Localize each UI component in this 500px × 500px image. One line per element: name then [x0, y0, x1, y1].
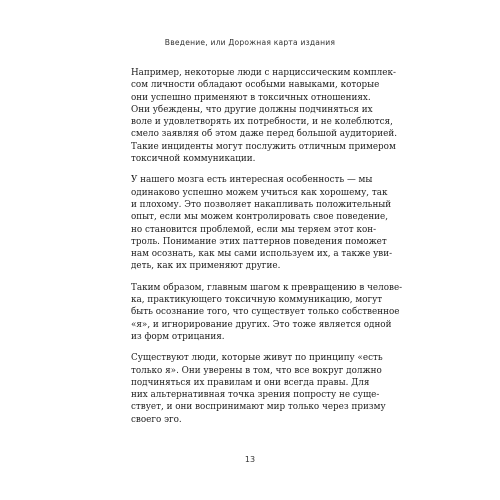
paragraph-3 — [131, 282, 403, 343]
text-line: Такие инциденты могут послужить отличным примером — [131, 141, 396, 152]
text-line: троль. Понимание этих паттернов поведения поможет — [131, 236, 387, 247]
text-line: «я», и игнорирование других. Это тоже является одной — [131, 319, 392, 330]
text-line: ствует, и они воспринимают мир только через призму — [131, 402, 386, 413]
paragraph-4 — [131, 352, 386, 426]
text-line: они успешно применяют в токсичных отношениях. — [131, 92, 371, 103]
paragraph-2 — [131, 174, 393, 272]
text-line: деть, как их применяют другие. — [131, 261, 281, 272]
text-line: быть осознание того, что существует только собственное — [131, 307, 400, 318]
text-line: подчиняться их правилам и они всегда правы. Для — [131, 377, 370, 388]
text-line: токсичной коммуникации. — [131, 154, 256, 165]
page-body — [131, 67, 403, 435]
text-line: них альтернативная точка зрения попросту не суще- — [131, 390, 380, 401]
page-number: 13 — [244, 455, 256, 464]
paragraph-1 — [131, 67, 398, 165]
text-line: опыт, если мы можем контролировать свое поведение, — [131, 212, 389, 223]
text-line: Таким образом, главным шагом к превращению в челове- — [131, 282, 403, 293]
text-line: только я». Они уверены в том, что все вокруг должно — [131, 365, 382, 376]
text-line: Например, некоторые люди с нарциссическим комплек- — [131, 68, 396, 78]
text-line: Существуют люди, которые живут по принципу «есть — [131, 353, 383, 364]
text-line: одинаково успешно можем учиться как хорошему, так — [131, 187, 388, 198]
text-line: нам осознать, как мы сами используем их, а также уви- — [131, 249, 393, 260]
text-line: из форм отрицания. — [131, 331, 225, 342]
text-line: смело заявляя об этом даже перед большой аудиторией. — [131, 129, 398, 140]
text-line: и плохому. Это позволяет накапливать положительный — [131, 199, 392, 210]
text-line: но становится проблемой, если мы теряем этот кон- — [131, 224, 377, 235]
text-line: своего эго. — [131, 414, 182, 425]
text-line: У нашего мозга есть интересная особенность — мы — [131, 175, 373, 186]
text-line: ка, практикующего токсичную коммуникацию, могут — [131, 295, 383, 306]
text-line: воле и удовлетворять их потребности, и не колеблются, — [131, 117, 393, 128]
running-header: Введение, или Дорожная карта издания — [164, 38, 336, 47]
text-line: сом личности обладают особыми навыками, которые — [131, 80, 380, 91]
text-line: Они убеждены, что другие должны подчиняться их — [131, 104, 373, 115]
